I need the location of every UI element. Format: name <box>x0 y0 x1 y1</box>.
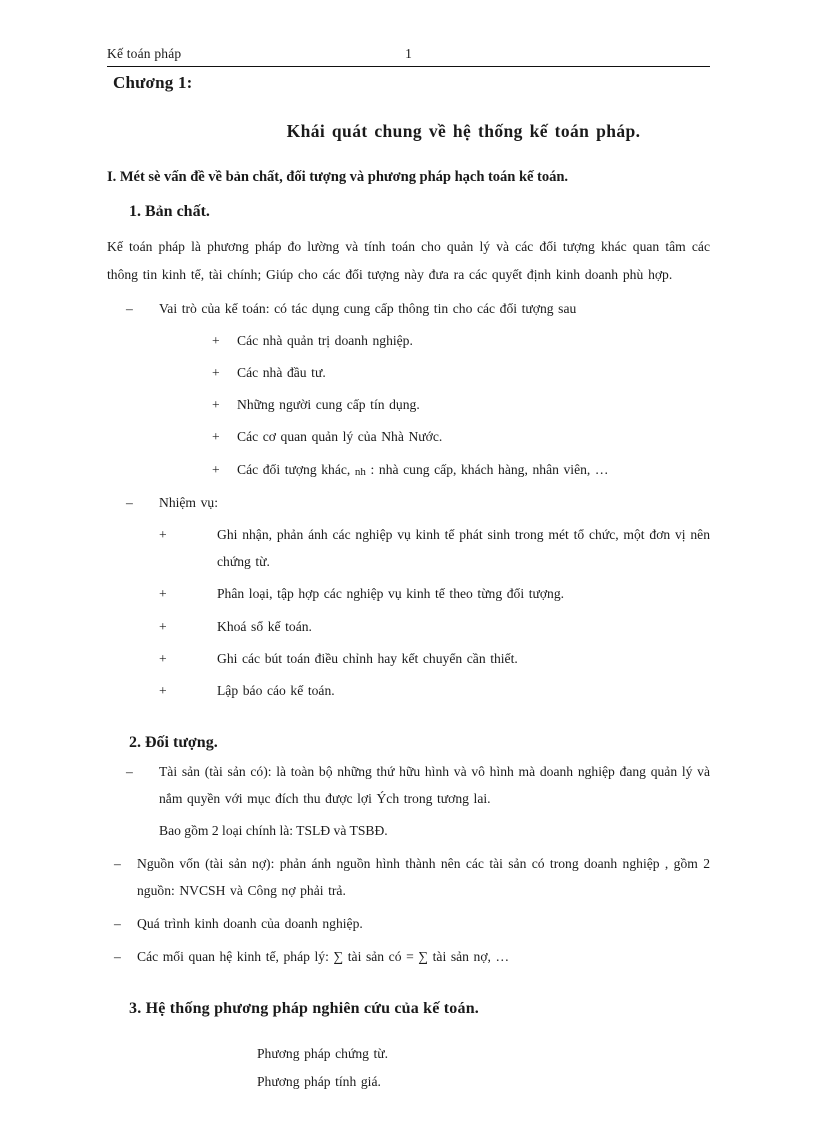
list-item-label: Ghi nhận, phản ánh các nghiệp vụ kinh tế phát sinh trong mét tổ chức, một đơn vị nên chứng từ. <box>217 527 710 570</box>
heading-2-doi-tuong: 2. Đối tượng. <box>129 734 218 752</box>
list-item-label: Lập báo cáo kế toán. <box>217 682 335 698</box>
heading-1-ban-chat: 1. Bản chất. <box>129 203 210 220</box>
heading-3-he-thong: 3. Hệ thống phương pháp nghiên cứu của kế toán. <box>129 1000 479 1018</box>
dash-marker: – <box>126 764 133 780</box>
list-item-label: Ghi các bút toán điều chỉnh hay kết chuyển cần thiết. <box>217 650 518 666</box>
dash-marker: – <box>126 494 133 510</box>
list-item-cac-moi-quan-he <box>107 943 710 970</box>
list-item <box>107 521 710 575</box>
method-line: Phương pháp chứng từ. <box>257 1046 389 1062</box>
list-item-label: Các nhà quản trị doanh nghiệp. <box>237 332 413 348</box>
header-divider <box>107 66 710 67</box>
list-item-label: Nguồn vốn (tài sản nợ): phản ánh nguồn hình thành nên các tài sản có trong doanh nghiệp , gồm 2 nguồn: NVCSH và Công nợ phải trả. <box>137 855 710 898</box>
plus-marker: + <box>212 365 220 381</box>
dash-marker: – <box>126 300 133 316</box>
list-item <box>107 359 710 386</box>
list-item-nguon-von <box>107 850 710 904</box>
list-item-label: Những người cung cấp tín dụng. <box>237 397 420 413</box>
section-heading-roman: I. Mét sè vấn đề về bản chất, đối tượng và phương pháp hạch toán kế toán. <box>107 169 569 185</box>
list-item <box>107 391 710 418</box>
dash-marker: – <box>114 949 121 965</box>
page-number: 1 <box>405 46 412 61</box>
list-item-label: Khoá sổ kế toán. <box>217 618 312 634</box>
list-item <box>107 613 710 640</box>
list-item-label-suffix: : nhà cung cấp, khách hàng, nhân viên, … <box>370 461 609 477</box>
plus-marker: + <box>159 586 167 602</box>
list-item <box>107 327 710 354</box>
dash-marker: – <box>114 916 121 932</box>
list-item-label: Các mối quan hệ kinh tế, pháp lý: ∑ tài sản có = ∑ tài sản nợ, … <box>137 949 510 965</box>
list-item-label: Các nhà đầu tư. <box>237 365 326 381</box>
list-item-label: Quá trình kinh doanh của doanh nghiệp. <box>137 916 363 932</box>
plus-marker: + <box>212 461 220 477</box>
list-item-label: Vai trò của kế toán: có tác dụng cung cấp thông tin cho các đối tượng sau <box>159 300 577 316</box>
list-item <box>107 677 710 704</box>
method-line: Phương pháp tính giá. <box>257 1074 381 1090</box>
list-item <box>107 645 710 672</box>
list-item-qua-trinh <box>107 910 710 937</box>
list-item-label: Tài sản (tài sản có): là toàn bộ những thứ hữu hình và vô hình mà doanh nghiệp đang quản lý và nắm quyền với mục đích thu được lợi Ých trong tương lai. <box>159 764 710 807</box>
list-item-tai-san <box>107 758 710 812</box>
list-item-vai-tro <box>107 295 710 322</box>
list-item-nhiem-vu <box>107 489 710 516</box>
running-header-title: Kế toán pháp <box>107 46 182 61</box>
document-body <box>107 70 710 1096</box>
dash-marker: – <box>114 855 121 871</box>
list-item-label: Nhiệm vụ: <box>159 494 218 510</box>
list-item-label: Các cơ quan quản lý của Nhà Nước. <box>237 429 443 445</box>
plus-marker: + <box>212 429 220 445</box>
chapter-label: Chương 1: <box>113 73 193 92</box>
list-item-label: Phân loại, tập hợp các nghiệp vụ kinh tế theo từng đối tượng. <box>217 586 565 602</box>
list-item <box>107 423 710 450</box>
plus-marker: + <box>159 618 167 634</box>
list-item-label-subscript: nh <box>354 465 366 478</box>
paragraph-ban-chat: Kế toán pháp là phương pháp đo lường và tính toán cho quản lý và các đối tượng khác quan tâm các thông tin kinh tế, tài chính; Giúp cho các đối tượng này đưa ra các quyết định kinh doanh phù hợp. <box>107 239 710 282</box>
page-header <box>107 46 710 68</box>
plus-marker: + <box>159 682 167 698</box>
plus-marker: + <box>159 527 167 543</box>
plus-marker: + <box>159 650 167 666</box>
plus-marker: + <box>212 332 220 348</box>
list-item-label-prefix: Các đối tượng khác, <box>237 461 351 477</box>
page-title: Khái quát chung về hệ thống kế toán pháp. <box>286 121 641 141</box>
paragraph-bao-gom: Bao gồm 2 loại chính là: TSLĐ và TSBĐ. <box>159 822 388 838</box>
list-item <box>107 580 710 607</box>
plus-marker: + <box>212 397 220 413</box>
list-item-doi-tuong-khac <box>107 456 710 483</box>
